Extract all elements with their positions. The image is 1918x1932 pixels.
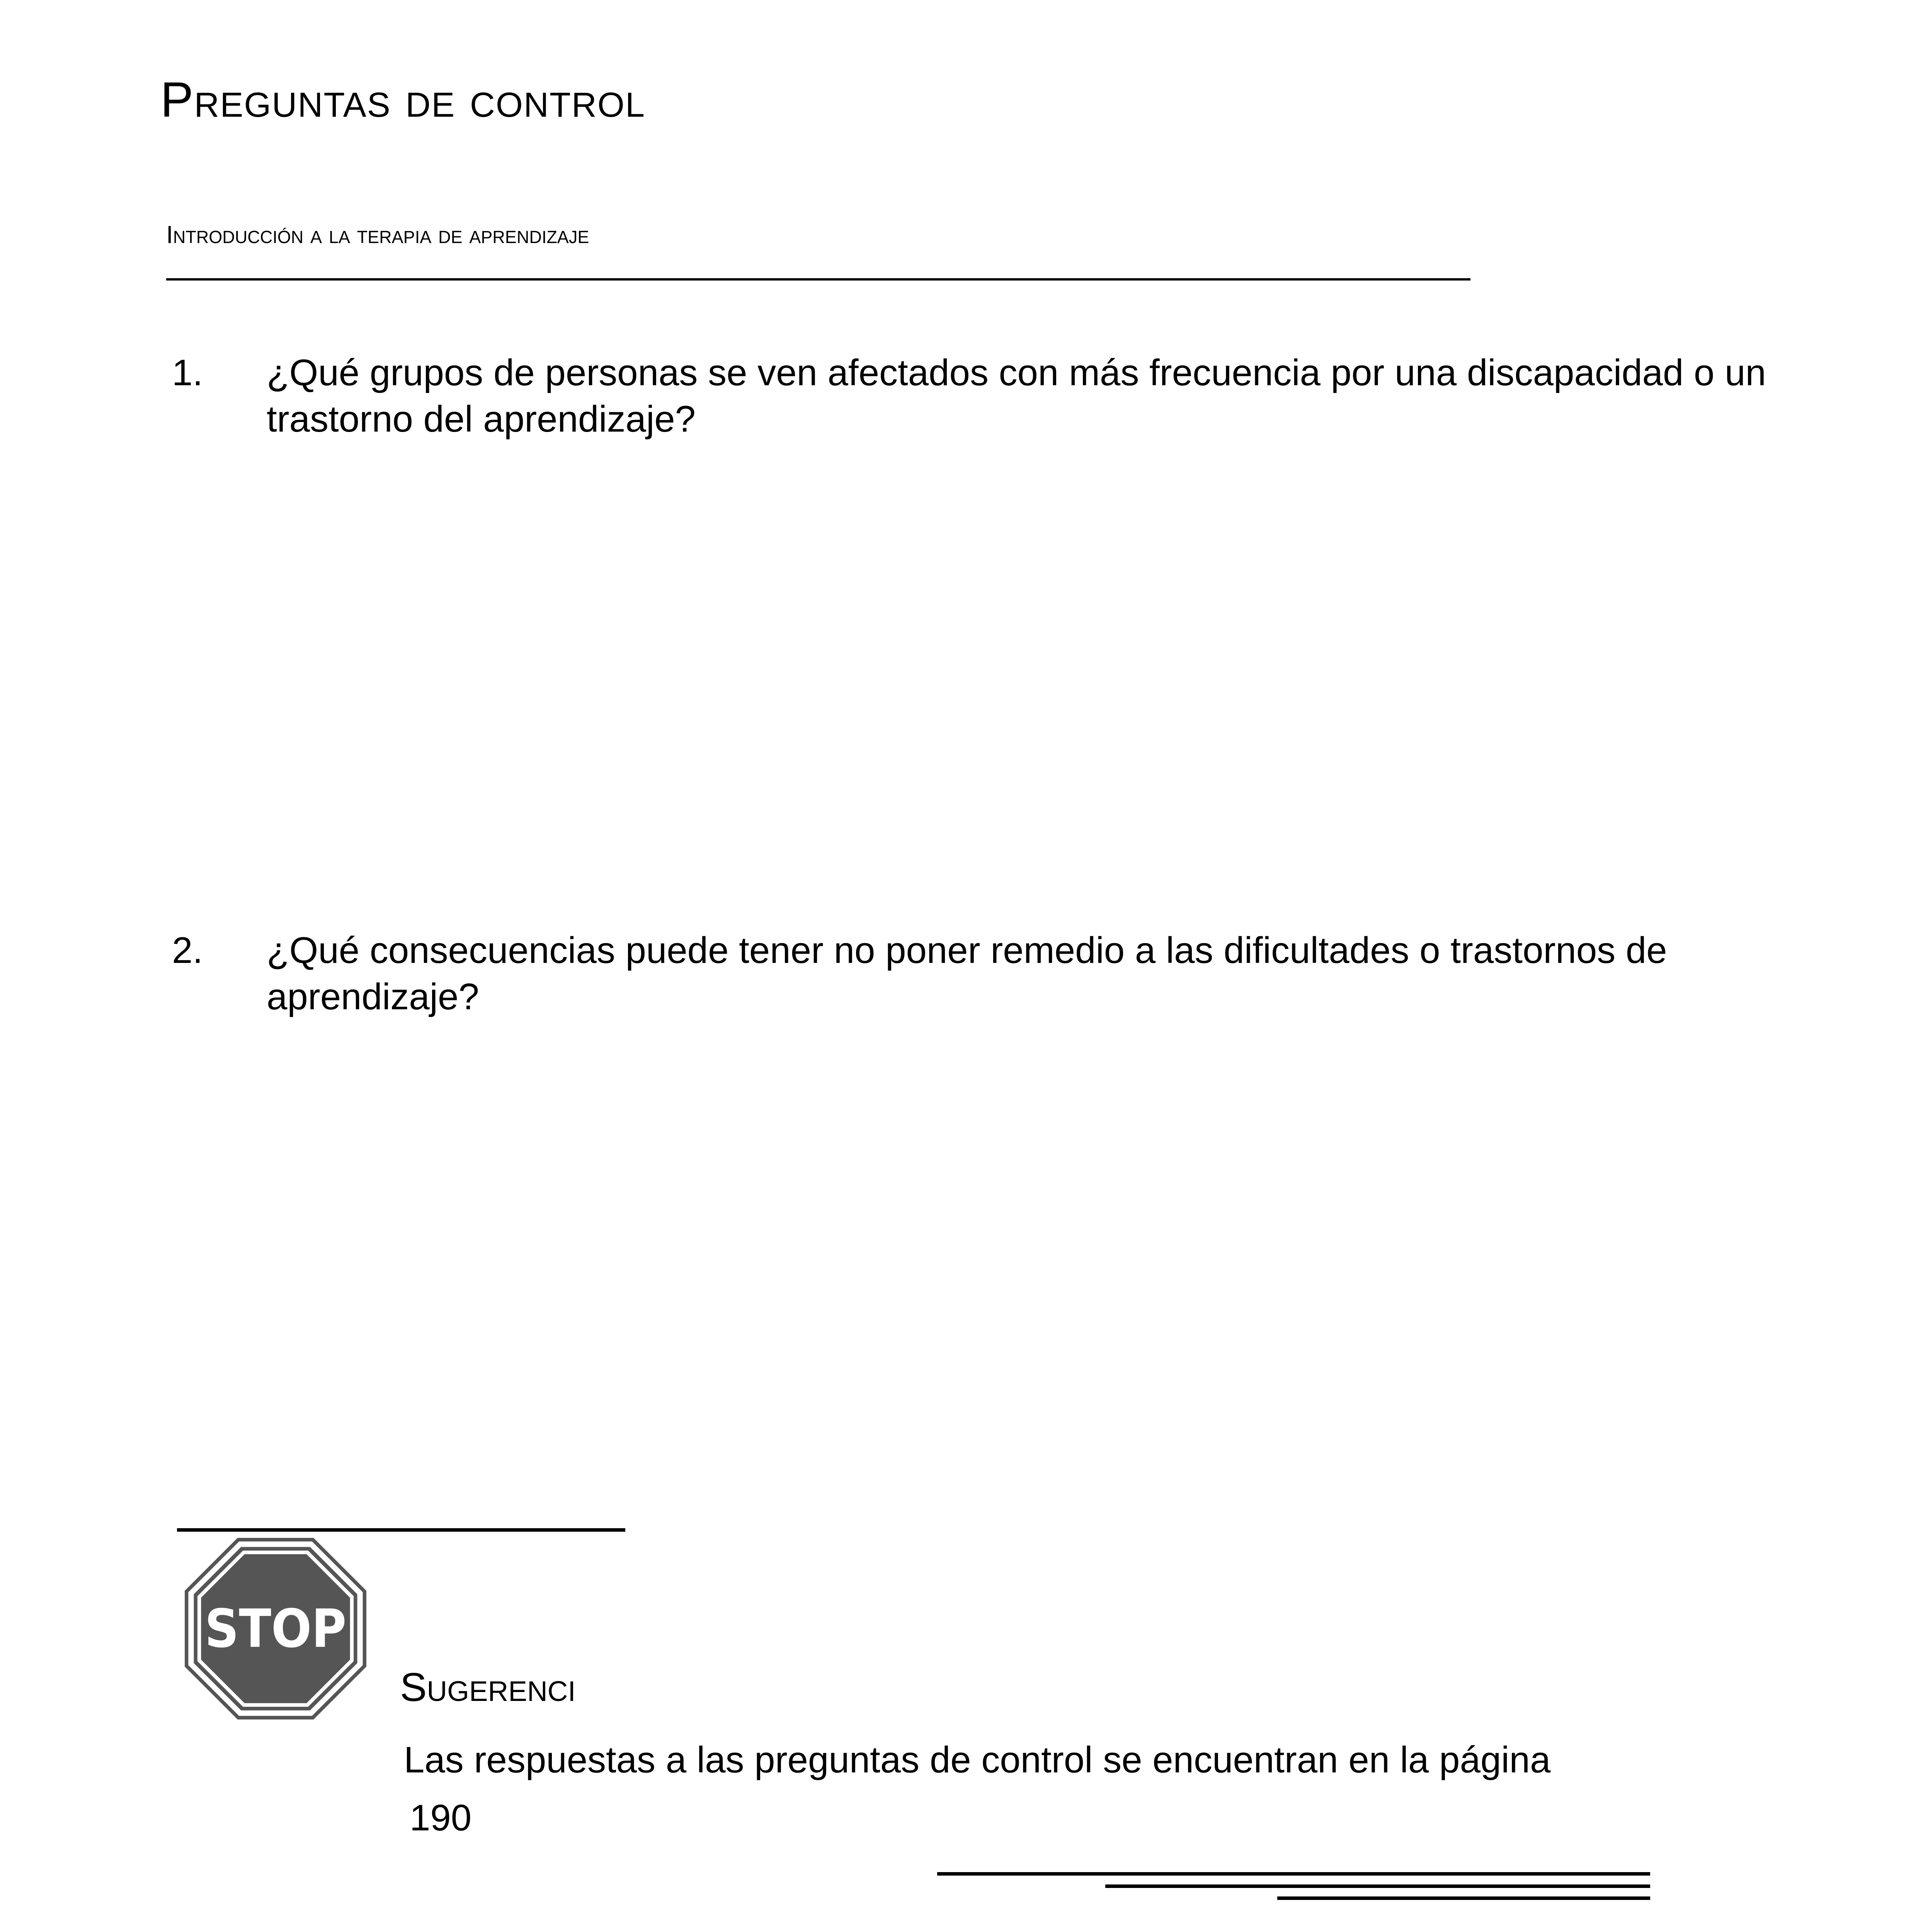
page-title: Preguntas de control bbox=[160, 72, 645, 128]
section-end-divider bbox=[1277, 1896, 1650, 1900]
question-item bbox=[172, 350, 1872, 450]
question-text: ¿Qué consecuencias puede tener no poner remedio a las dificultades o trastornos de aprendizaje? bbox=[267, 930, 1667, 1017]
section-end-divider bbox=[1105, 1884, 1650, 1888]
question-number: 1. bbox=[172, 352, 203, 393]
section-end-divider bbox=[937, 1872, 1650, 1876]
question-text: ¿Qué grupos de personas se ven afectados con más frecuencia por una discapacidad o un trastorno del aprendizaje? bbox=[267, 352, 1766, 440]
header-divider bbox=[166, 278, 1470, 281]
question-item bbox=[172, 927, 1872, 1028]
suggestion-title: Sugerenci bbox=[400, 1665, 576, 1710]
suggestion-page-reference: 190 bbox=[410, 1797, 472, 1838]
suggestion-top-divider bbox=[177, 1528, 625, 1532]
suggestion-text bbox=[404, 1731, 1679, 1847]
question-number: 2. bbox=[172, 930, 203, 971]
section-subtitle: Introducción a la terapia de aprendizaje bbox=[166, 221, 589, 248]
stop-sign-label: STOP bbox=[204, 1598, 347, 1660]
suggestion-body: Las respuestas a las preguntas de control se encuentran en la página bbox=[404, 1739, 1551, 1781]
stop-sign-icon bbox=[185, 1538, 366, 1719]
